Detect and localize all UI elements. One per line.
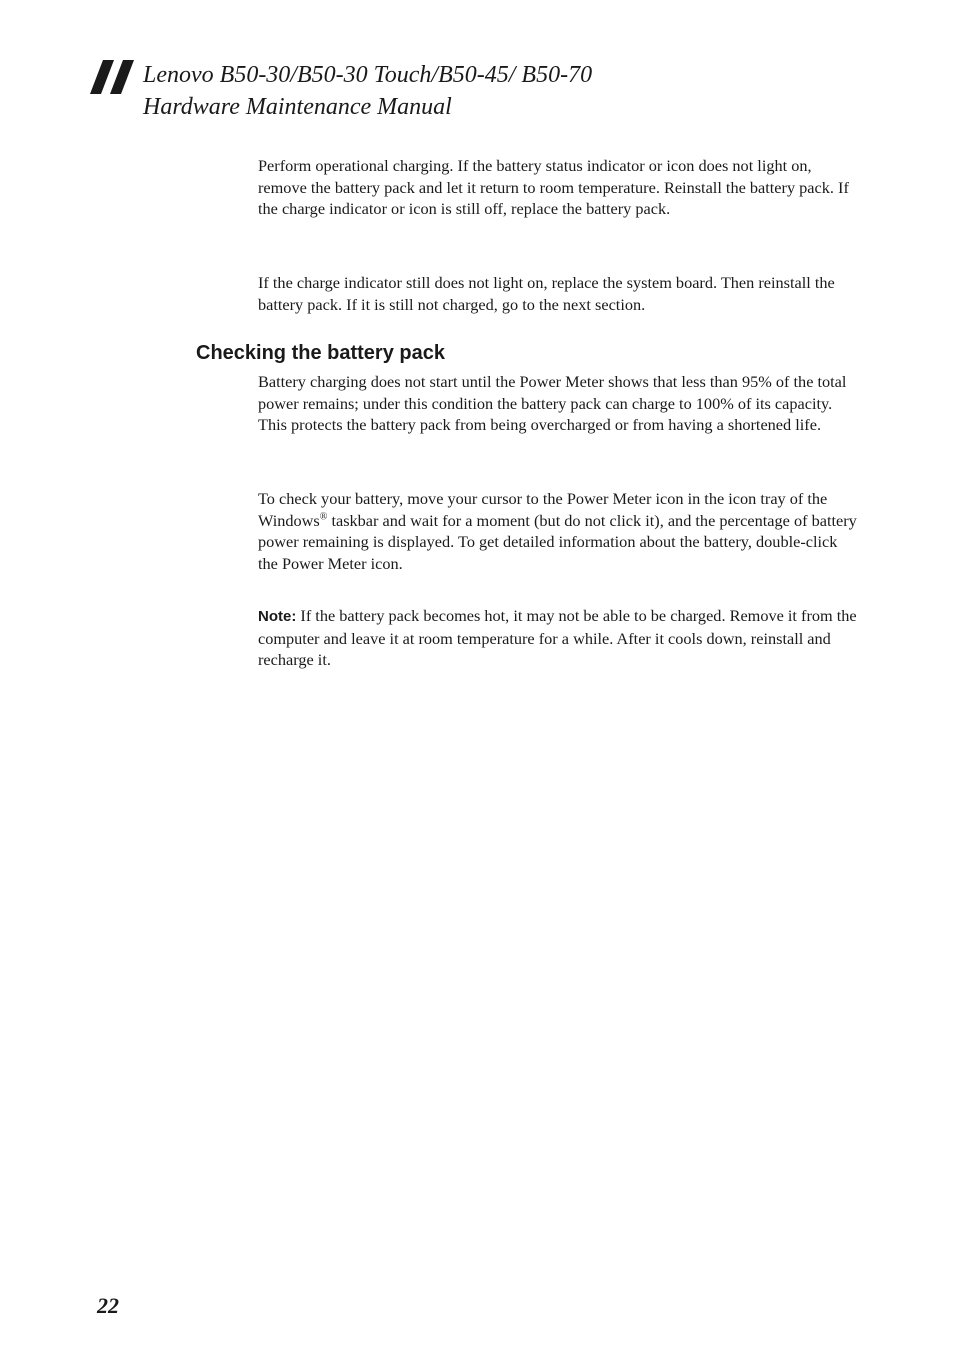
registered-trademark-symbol: ® <box>319 511 328 523</box>
page-number: 22 <box>97 1293 119 1318</box>
manual-title-line1: Lenovo B50-30/B50-30 Touch/B50-45/ B50-70 <box>143 62 593 88</box>
paragraph-battery-charging: Battery charging does not start until the Power Meter shows that less than 95% of the total power remains; under this condition the battery pack can charge to 100% of its capacity. This protects the battery pack from being overcharged or from having a shortened life. <box>258 372 847 435</box>
check-battery-text-part1: To check your battery, move your cursor to the Power Meter icon in the icon tray of the Windows <box>258 489 828 530</box>
paragraph-note <box>258 605 858 671</box>
paragraph-operational-charging: Perform operational charging. If the battery status indicator or icon does not light on, remove the battery pack and let it return to room temperature. Reinstall the battery pack. If the charge indicator or icon is still off, replace the battery pack. <box>258 156 849 219</box>
manual-title-line2: Hardware Maintenance Manual <box>143 94 452 120</box>
double-slash-logo-icon <box>90 60 136 94</box>
paragraph-replace-system-board: If the charge indicator still does not light on, replace the system board. Then reinstall the battery pack. If it is still not charged, go to the next section. <box>258 273 835 314</box>
note-text: If the battery pack becomes hot, it may not be able to be charged. Remove it from the computer and leave it at room temperature for a while. After it cools down, reinstall and recharge it. <box>258 606 857 670</box>
paragraph-check-battery <box>258 488 858 575</box>
note-label: Note: <box>258 608 297 625</box>
check-battery-text-part2: taskbar and wait for a moment (but do not click it), and the percentage of battery power remaining is displayed. To get detailed information about the battery, double-click the Power Meter icon. <box>258 510 857 574</box>
manual-title <box>143 59 592 123</box>
section-heading-checking-battery: Checking the battery pack <box>196 342 445 364</box>
